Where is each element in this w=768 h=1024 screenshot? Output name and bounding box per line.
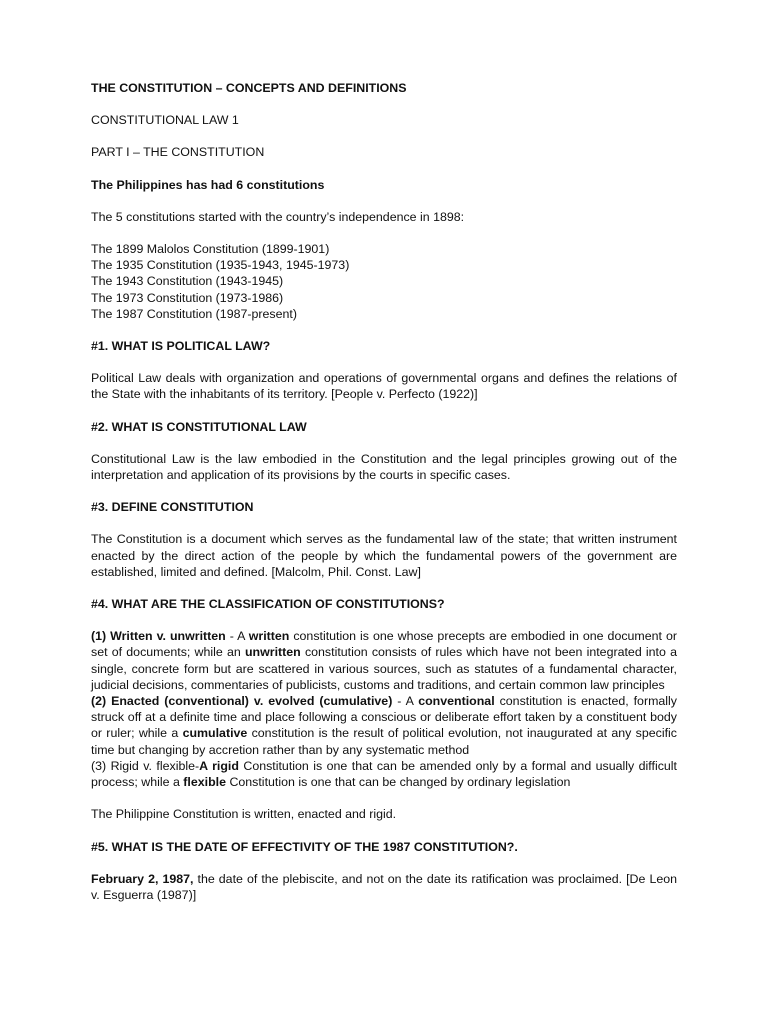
intro-paragraph: The 5 constitutions started with the country’s independence in 1898: [91, 209, 465, 224]
classification-label: (1) Written v. unwritten [91, 629, 226, 644]
q1-body: Political Law deals with organization and operations of governmental organs and defines the relations of the State with the inhabitants of its territory. [People v. Perfecto (1922)] [91, 371, 677, 402]
constitution-list [91, 241, 677, 322]
list-item: The 1935 Constitution (1935-1943, 1945-1973) [91, 258, 350, 273]
q4-conclusion: The Philippine Constitution is written, enacted and rigid. [91, 807, 397, 822]
list-item: The 1973 Constitution (1973-1986) [91, 290, 284, 305]
classification-rigid: (3) Rigid v. flexible-A rigid Constitution is one that can be amended only by a formal and usually difficult process; while a flexible Constitution is one that can be changed by ordinary legislation [91, 758, 678, 790]
effectivity-date: February 2, 1987, [91, 871, 194, 886]
classification-written: (1) Written v. unwritten - A written constitution is one whose precepts are embodied in one document or set of documents; while an unwritten constitution consists of rules which have not been integrated into a single, concrete form but are scattered in various sources, such as statutes of a fundamental character, judicial decisions, commentaries of publicists, customs and traditions, and certain common law principles [91, 629, 677, 692]
classification-list [91, 628, 677, 790]
classification-enacted: (2) Enacted (conventional) v. evolved (cumulative) - A conventional constitution is enacted, formally struck off at a definite time and place following a conscious or deliberate effort taken by a constituent body or ruler; while a cumulative constitution is the result of political evolution, not inaugurated at any specific time but changing by accretion rather than by any systematic method [91, 694, 677, 757]
q5-heading: #5. WHAT IS THE DATE OF EFFECTIVITY OF THE 1987 CONSTITUTION?. [91, 839, 518, 854]
list-item: The 1943 Constitution (1943-1945) [91, 274, 284, 289]
list-item: The 1987 Constitution (1987-present) [91, 306, 297, 321]
constitution-count-heading: The Philippines has had 6 constitutions [91, 177, 325, 192]
q3-body: The Constitution is a document which serves as the fundamental law of the state; that written instrument enacted by the direct action of the people by which the fundamental powers of the government are established, limited and defined. [Malcolm, Phil. Const. Law] [91, 532, 677, 579]
q3-heading: #3. DEFINE CONSTITUTION [91, 500, 254, 515]
document-subtitle: CONSTITUTIONAL LAW 1 [91, 113, 239, 128]
list-item: The 1899 Malolos Constitution (1899-1901) [91, 242, 330, 257]
document-title: THE CONSTITUTION – CONCEPTS AND DEFINITIONS [91, 81, 407, 95]
q1-heading: #1. WHAT IS POLITICAL LAW? [91, 339, 271, 354]
q2-heading: #2. WHAT IS CONSTITUTIONAL LAW [91, 419, 307, 434]
part-heading: PART I – THE CONSTITUTION [91, 145, 265, 160]
q4-heading: #4. WHAT ARE THE CLASSIFICATION OF CONSTITUTIONS? [91, 597, 445, 612]
classification-label: (3) Rigid v. flexible- [91, 758, 200, 773]
q5-body: February 2, 1987, the date of the plebiscite, and not on the date its ratification was proclaimed. [De Leon v. Esguerra (1987)] [91, 871, 678, 902]
classification-label: (2) Enacted (conventional) v. evolved (cumulative) [91, 694, 393, 709]
q2-body: Constitutional Law is the law embodied in the Constitution and the legal principles growing out of the interpretation and application of its provisions by the courts in specific cases. [91, 451, 677, 483]
